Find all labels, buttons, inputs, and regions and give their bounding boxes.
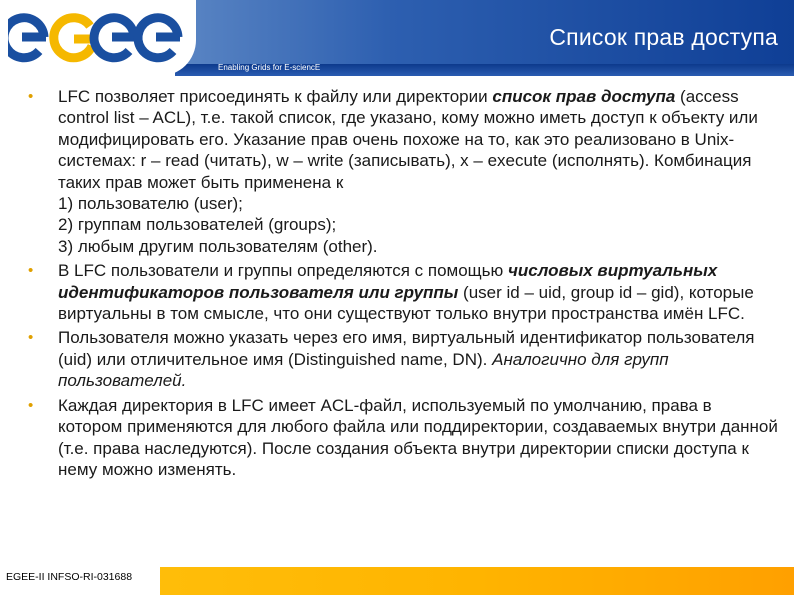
bullet-text: 2) группам пользователей (groups); (58, 215, 337, 235)
bullet-text: Каждая директория в LFC имеет ACL-файл, используемый по умолчанию, права в котором применяются для любого файла или поддиректории, создаваемых внутри данной (т.е. права наследуются). После создания объекта внутри директории списки доступа к нему можно изменять. (58, 395, 778, 479)
bullet-text: 3) любым другим пользователям (other). (58, 236, 378, 256)
list-item (28, 86, 780, 257)
bullet-text: список прав доступа (492, 87, 676, 106)
bullet-text: В LFC пользователи и группы определяются с помощью (58, 261, 508, 281)
bullet-text: (access control list – ACL), т.е. такой список, где указано, кому можно иметь доступ к объекту или модифицировать его. Указание прав очень похоже на то, как это реализовано в Unix-системах: r – read (читать), w – write (записывать), x – execute (исполнять). Комбинация таких прав может быть применена к (58, 87, 758, 192)
bullet-text: 1) пользователю (user); (58, 194, 243, 214)
bullet-icon: • (28, 396, 34, 414)
bullet-list (28, 86, 780, 483)
bullet-icon: • (28, 329, 34, 347)
bullet-text: (user id – uid, group id – gid), которые виртуальны в том смысле, что они существуют только внутри пространства имён LFC. (58, 282, 754, 324)
list-item (28, 260, 780, 324)
bullet-text: числовых виртуальных идентификаторов пользователя или группы (58, 261, 718, 302)
bullet-icon: • (28, 88, 34, 105)
tagline: Enabling Grids for E-sciencE (218, 63, 321, 72)
bullet-text: LFC позволяет присоединять к файлу или директории (58, 87, 493, 106)
footer-text: EGEE-II INFSO-RI-031688 (6, 571, 133, 583)
egee-logo-icon (8, 4, 184, 70)
slide-header (0, 0, 794, 76)
bullet-text: Аналогично для групп пользователей. (58, 349, 669, 391)
bullet-text: Пользователя можно указать через его имя, виртуальный идентификатор пользователя (uid) или отличительное имя (Distinguished name, DN). (58, 328, 755, 369)
list-item (28, 395, 780, 481)
bullet-icon: • (28, 262, 34, 280)
list-item (28, 327, 780, 391)
slide-title: Список прав доступа (549, 24, 778, 50)
